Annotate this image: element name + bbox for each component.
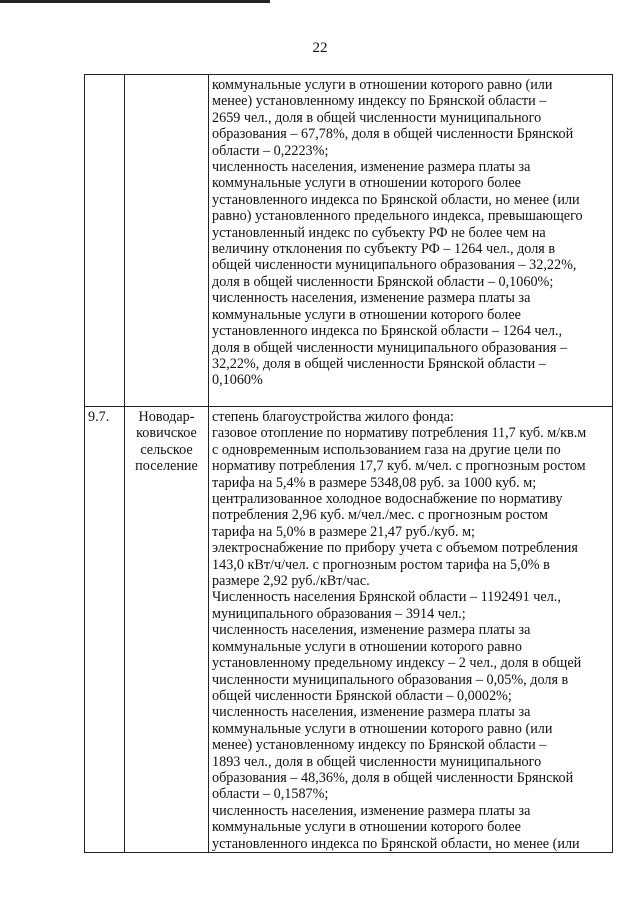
description-line: установленного индекса по Брянской области – 1264 чел., <box>212 323 563 340</box>
municipality-name-cell <box>125 407 209 853</box>
description-line: 2659 чел., доля в общей численности муниципального <box>212 109 542 126</box>
description-line: образования – 48,36%, доля в общей численности Брянской <box>212 769 574 786</box>
description-line: численность населения, изменение размера платы за <box>212 290 531 307</box>
description-line: коммунальные услуги в отношении которого равно <box>212 638 522 655</box>
description-line: равно) установленного предельного индекса, превышающего <box>212 208 583 225</box>
row-number-cell <box>85 75 125 407</box>
description-cell <box>209 75 613 407</box>
description-line: централизованное холодное водоснабжение по нормативу <box>212 491 563 508</box>
description-line: тарифа на 5,4% в размере 5348,08 руб. за 1000 куб. м; <box>212 474 537 491</box>
document-table <box>84 74 613 853</box>
description-line: численность населения, изменение размера платы за <box>212 704 531 721</box>
table-row <box>85 75 613 407</box>
description-line: тарифа на 5,0% в размере 21,47 руб./куб. м; <box>212 523 476 540</box>
row-number-cell: 9.7. <box>85 407 125 853</box>
municipality-name-line: сельское <box>140 441 193 458</box>
page-number: 22 <box>312 40 328 56</box>
description-line: области – 0,2223%; <box>212 142 329 159</box>
description-line: коммунальные услуги в отношении которого более <box>212 819 521 836</box>
description-line: нормативу потребления 17,7 куб. м/чел. с прогнозным ростом <box>212 458 586 475</box>
description-line: образования – 67,78%, доля в общей численности Брянской <box>212 126 574 143</box>
description-line: общей численности Брянской области – 0,0002%; <box>212 687 512 704</box>
description-line: 32,22%, доля в общей численности Брянской области – <box>212 355 546 372</box>
description-line: потребления 2,96 куб. м/чел./мес. с прогнозным ростом <box>212 507 549 524</box>
description-line: Численность населения Брянской области – 1192491 чел., <box>212 589 561 606</box>
municipality-name-line: поселение <box>135 458 198 475</box>
description-line: менее) установленному индексу по Брянской области – <box>212 737 547 754</box>
description-line: менее) установленному индексу по Брянской области – <box>212 93 547 110</box>
municipality-name-line: ковичское <box>136 425 197 442</box>
municipality-name-cell <box>125 75 209 407</box>
description-line: доля в общей численности Брянской области – 0,1060%; <box>212 273 554 290</box>
description-line: численность населения, изменение размера платы за <box>212 802 531 819</box>
description-line: области – 0,1587%; <box>212 786 329 803</box>
description-line: коммунальные услуги в отношении которого более <box>212 175 521 192</box>
description-line: установленного индекса по Брянской области, но менее (или <box>212 191 580 208</box>
description-line: доля в общей численности муниципального образования – <box>212 339 568 356</box>
description-line: численности муниципального образования – 0,05%, доля в <box>212 671 569 688</box>
table-row <box>85 407 613 853</box>
description-line: общей численности муниципального образования – 32,22%, <box>212 257 577 274</box>
description-line: установленному предельному индексу – 2 чел., доля в общей <box>212 655 582 672</box>
description-line: установленного индекса по Брянской области, но менее (или <box>212 835 580 852</box>
top-rule <box>0 0 270 3</box>
description-line: 143,0 кВт/ч/чел. с прогнозным ростом тарифа на 5,0% в <box>212 556 550 573</box>
description-line: величину отклонения по субъекту РФ – 1264 чел., доля в <box>212 241 556 258</box>
description-line: 0,1060% <box>212 372 263 389</box>
description-line: численность населения, изменение размера платы за <box>212 159 531 176</box>
description-line: газовое отопление по нормативу потребления 11,7 куб. м/кв.м <box>212 425 587 442</box>
description-line: размере 2,92 руб./кВт/час. <box>212 573 370 590</box>
description-line: коммунальные услуги в отношении которого равно (или <box>212 77 553 93</box>
description-line: муниципального образования – 3914 чел.; <box>212 605 466 622</box>
description-line: коммунальные услуги в отношении которого равно (или <box>212 720 553 737</box>
description-line: установленный индекс по субъекту РФ не более чем на <box>212 224 546 241</box>
description-line: степень благоустройства жилого фонда: <box>212 409 454 425</box>
municipality-name-line: Новодар- <box>138 409 195 425</box>
description-line: численность населения, изменение размера платы за <box>212 622 531 639</box>
description-line: с одновременным использованием газа на другие цели по <box>212 441 561 458</box>
description-cell <box>209 407 613 853</box>
description-line: электроснабжение по прибору учета с объемом потребления <box>212 540 578 557</box>
description-line: 1893 чел., доля в общей численности муниципального <box>212 753 542 770</box>
description-line: коммунальные услуги в отношении которого более <box>212 306 521 323</box>
